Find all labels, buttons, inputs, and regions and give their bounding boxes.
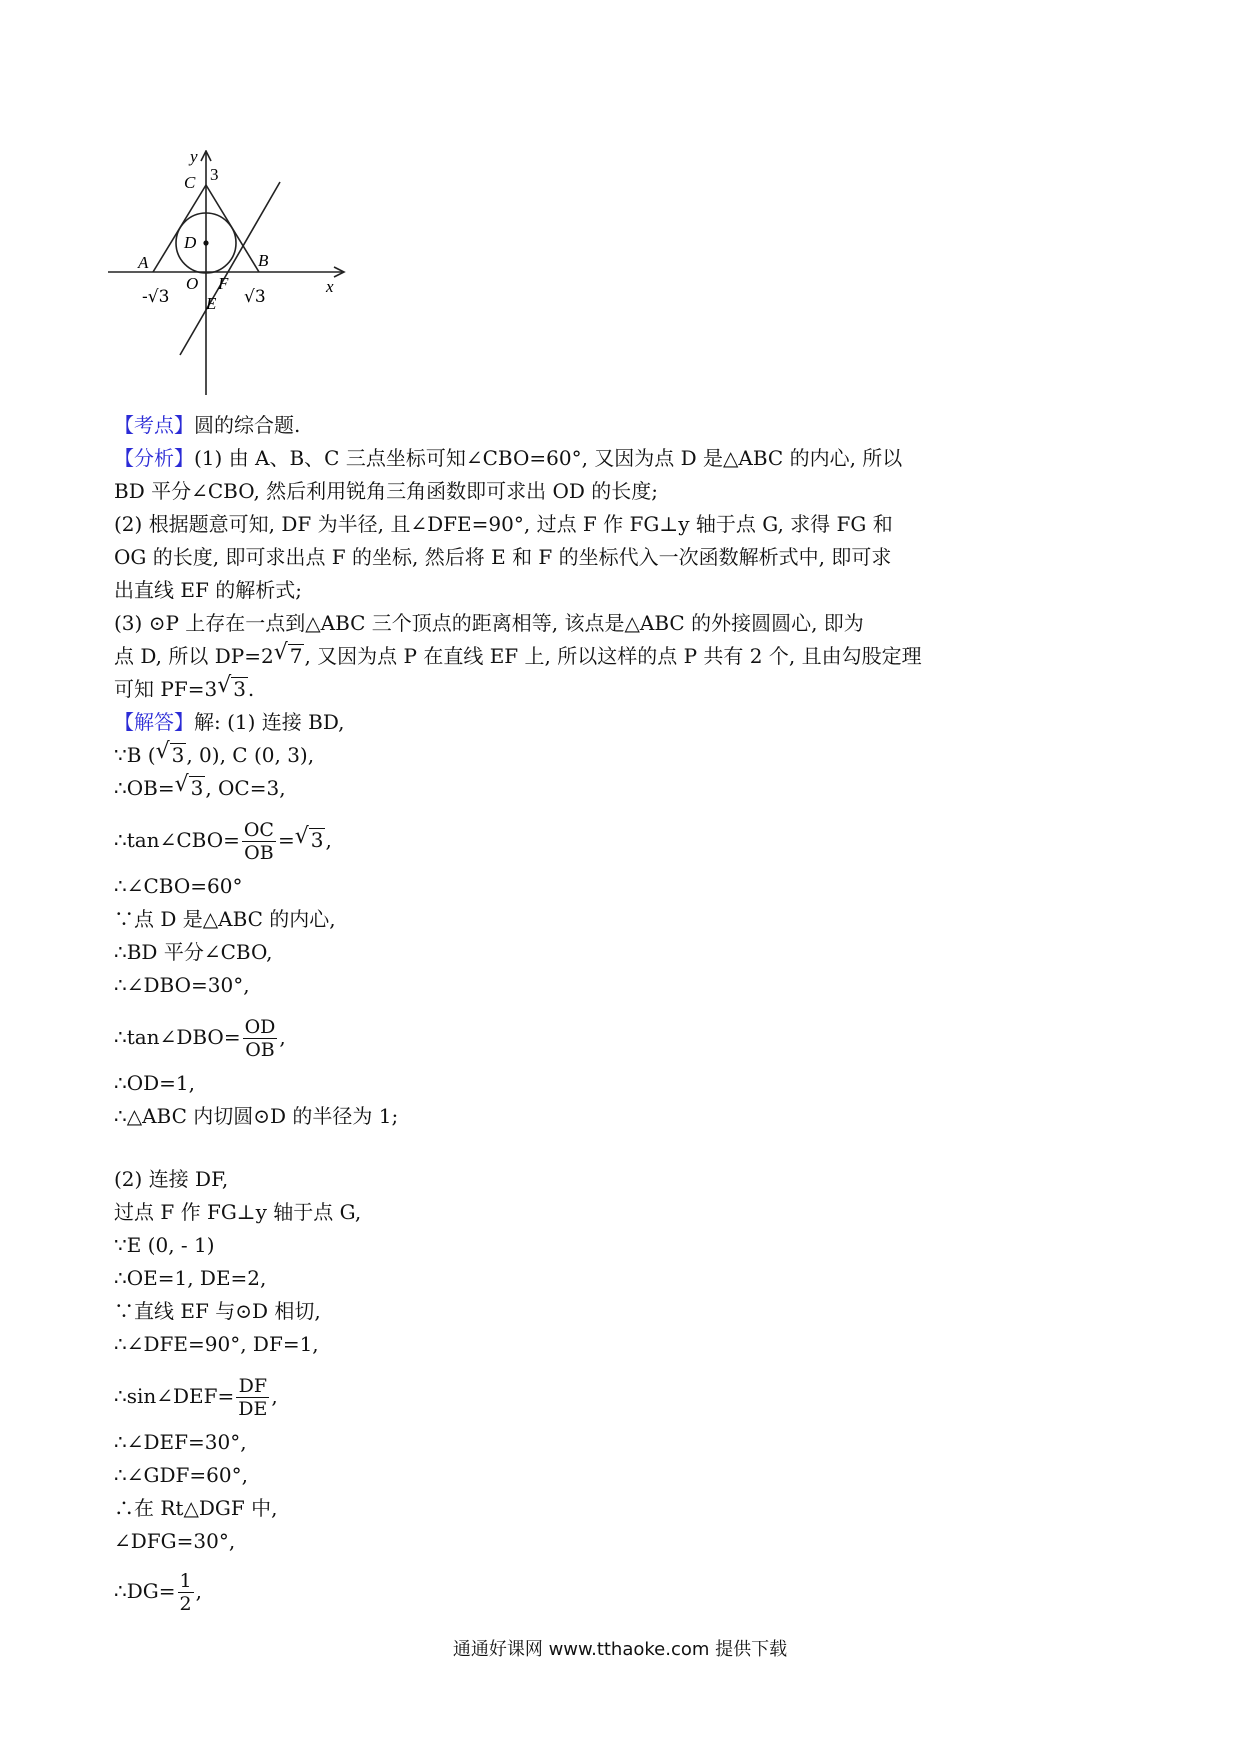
jieda-line-8: ∴∠DBO=30°, (114, 973, 250, 997)
radicand: 3 (310, 828, 324, 852)
text: , (271, 1384, 278, 1408)
center-d (203, 240, 208, 245)
label-f: F (218, 274, 229, 293)
text: ∴OB= (114, 776, 175, 800)
text: , (195, 1579, 202, 1603)
fenxi-tag: 【分析】 (114, 446, 194, 470)
text: , (325, 828, 332, 852)
sqrt-3: √ 3 (294, 824, 324, 852)
numerator: 1 (179, 1570, 192, 1592)
text: , 0), C (0, 3), (186, 743, 315, 767)
text: = (277, 828, 295, 852)
kaodian-tag: 【考点】 (114, 413, 194, 437)
sqrt-3: √ 3 (217, 673, 246, 701)
text: ∴tan∠DBO= (114, 1025, 241, 1049)
denominator: OB (244, 842, 274, 864)
numerator: DF (236, 1375, 269, 1398)
radicand: 7 (289, 644, 303, 668)
sqrt-3: √ 3 (155, 739, 185, 767)
fraction-od-ob (243, 1016, 278, 1061)
text: ∴DG= (114, 1579, 176, 1603)
radicand: 3 (190, 776, 204, 800)
fenxi-text-7a: 点 D, 所以 DP=2 (114, 644, 274, 668)
part2-line-12 (114, 1566, 202, 1616)
text: ∴tan∠CBO= (114, 828, 240, 852)
fenxi-text-8a: 可知 PF=3 (114, 677, 218, 701)
fenxi-line-3: (2) 根据题意可知, DF 为半径, 且∠DFE=90°, 过点 F 作 FG⊥y 轴于点 G, 求得 FG 和 (114, 512, 893, 536)
part2-line-4: ∴OE=1, DE=2, (114, 1266, 267, 1290)
fenxi-line-7 (114, 641, 922, 671)
part2-line-10: ∴在 Rt△DGF 中, (114, 1496, 278, 1520)
denominator: 2 (179, 1593, 192, 1615)
label-sqrt3: √3 (244, 287, 266, 307)
radicand: 3 (233, 677, 246, 701)
part2-line-11: ∠DFG=30°, (114, 1529, 236, 1553)
text: , (279, 1025, 286, 1049)
jieda-line-11: ∴△ABC 内切圆⊙D 的半径为 1; (114, 1104, 399, 1128)
part2-line-3: ∵E (0, - 1) (114, 1233, 215, 1257)
numerator: OC (243, 819, 274, 841)
text: ∴sin∠DEF= (114, 1384, 235, 1408)
label-b: B (258, 251, 269, 270)
fenxi-line-2: BD 平分∠CBO, 然后利用锐角三角函数即可求出 OD 的长度; (114, 479, 659, 503)
jieda-line-1 (114, 707, 345, 737)
part2-line-6: ∴∠DFE=90°, DF=1, (114, 1332, 319, 1356)
jieda-line-7: ∴BD 平分∠CBO, (114, 940, 273, 964)
fenxi-line-1 (114, 443, 902, 473)
page-footer: 通通好课网 www.tthaoke.com 提供下载 (452, 1639, 788, 1660)
fraction-oc-ob (242, 819, 276, 864)
fenxi-text-8b: . (247, 677, 255, 701)
sqrt-7: √ 7 (273, 640, 303, 668)
kaodian-line (114, 410, 300, 440)
label-c: C (184, 173, 196, 192)
jieda-line-10: ∴OD=1, (114, 1071, 195, 1095)
part2-line-9: ∴∠GDF=60°, (114, 1463, 248, 1487)
part2-line-5: ∵直线 EF 与⊙D 相切, (114, 1299, 321, 1323)
fenxi-text-7b: , 又因为点 P 在直线 EF 上, 所以这样的点 P 共有 2 个, 且由勾股定理 (304, 644, 922, 668)
jieda-line-2 (114, 740, 314, 770)
geometry-figure (108, 150, 408, 400)
sqrt-3: √ 3 (174, 772, 204, 800)
fenxi-line-4: OG 的长度, 即可求出点 F 的坐标, 然后将 E 和 F 的坐标代入一次函数解析式中, 即可求 (114, 545, 892, 569)
kaodian-text: 圆的综合题. (194, 413, 301, 437)
part2-line-8: ∴∠DEF=30°, (114, 1430, 247, 1454)
label-a: A (138, 253, 149, 272)
label-o: O (186, 274, 199, 293)
jieda-line-6: ∵点 D 是△ABC 的内心, (114, 907, 336, 931)
jieda-line-3 (114, 773, 286, 803)
denominator: OB (245, 1039, 275, 1061)
jieda-line-9 (114, 1012, 286, 1062)
part2-line-2: 过点 F 作 FG⊥y 轴于点 G, (114, 1200, 362, 1224)
label-3: 3 (210, 165, 219, 184)
jieda-line-4 (114, 815, 332, 865)
label-e: E (206, 294, 217, 313)
fenxi-text-1: (1) 由 A、B、C 三点坐标可知∠CBO=60°, 又因为点 D 是△ABC 的内心, 所以 (194, 446, 903, 470)
label-x: x (326, 277, 334, 296)
denominator: DE (238, 1398, 268, 1420)
text: , OC=3, (205, 776, 286, 800)
label-neg-sqrt3: -√3 (142, 287, 170, 307)
jieda-line-5: ∴∠CBO=60° (114, 874, 243, 898)
fraction-1-2 (178, 1570, 194, 1615)
jieda-text-1: 解: (1) 连接 BD, (194, 710, 345, 734)
part2-line-7 (114, 1371, 278, 1421)
part2-line-1: (2) 连接 DF, (114, 1167, 229, 1191)
label-d: D (184, 233, 197, 252)
numerator: OD (244, 1016, 276, 1038)
text: ∵B ( (114, 743, 156, 767)
fenxi-line-8 (114, 674, 254, 704)
fraction-df-de (236, 1375, 269, 1420)
jieda-tag: 【解答】 (114, 710, 194, 734)
fenxi-line-5: 出直线 EF 的解析式; (114, 578, 302, 602)
label-y: y (190, 150, 198, 166)
radicand: 3 (171, 743, 185, 767)
fenxi-line-6: (3) ⊙P 上存在一点到△ABC 三个顶点的距离相等, 该点是△ABC 的外接圆圆心, 即为 (114, 611, 864, 635)
